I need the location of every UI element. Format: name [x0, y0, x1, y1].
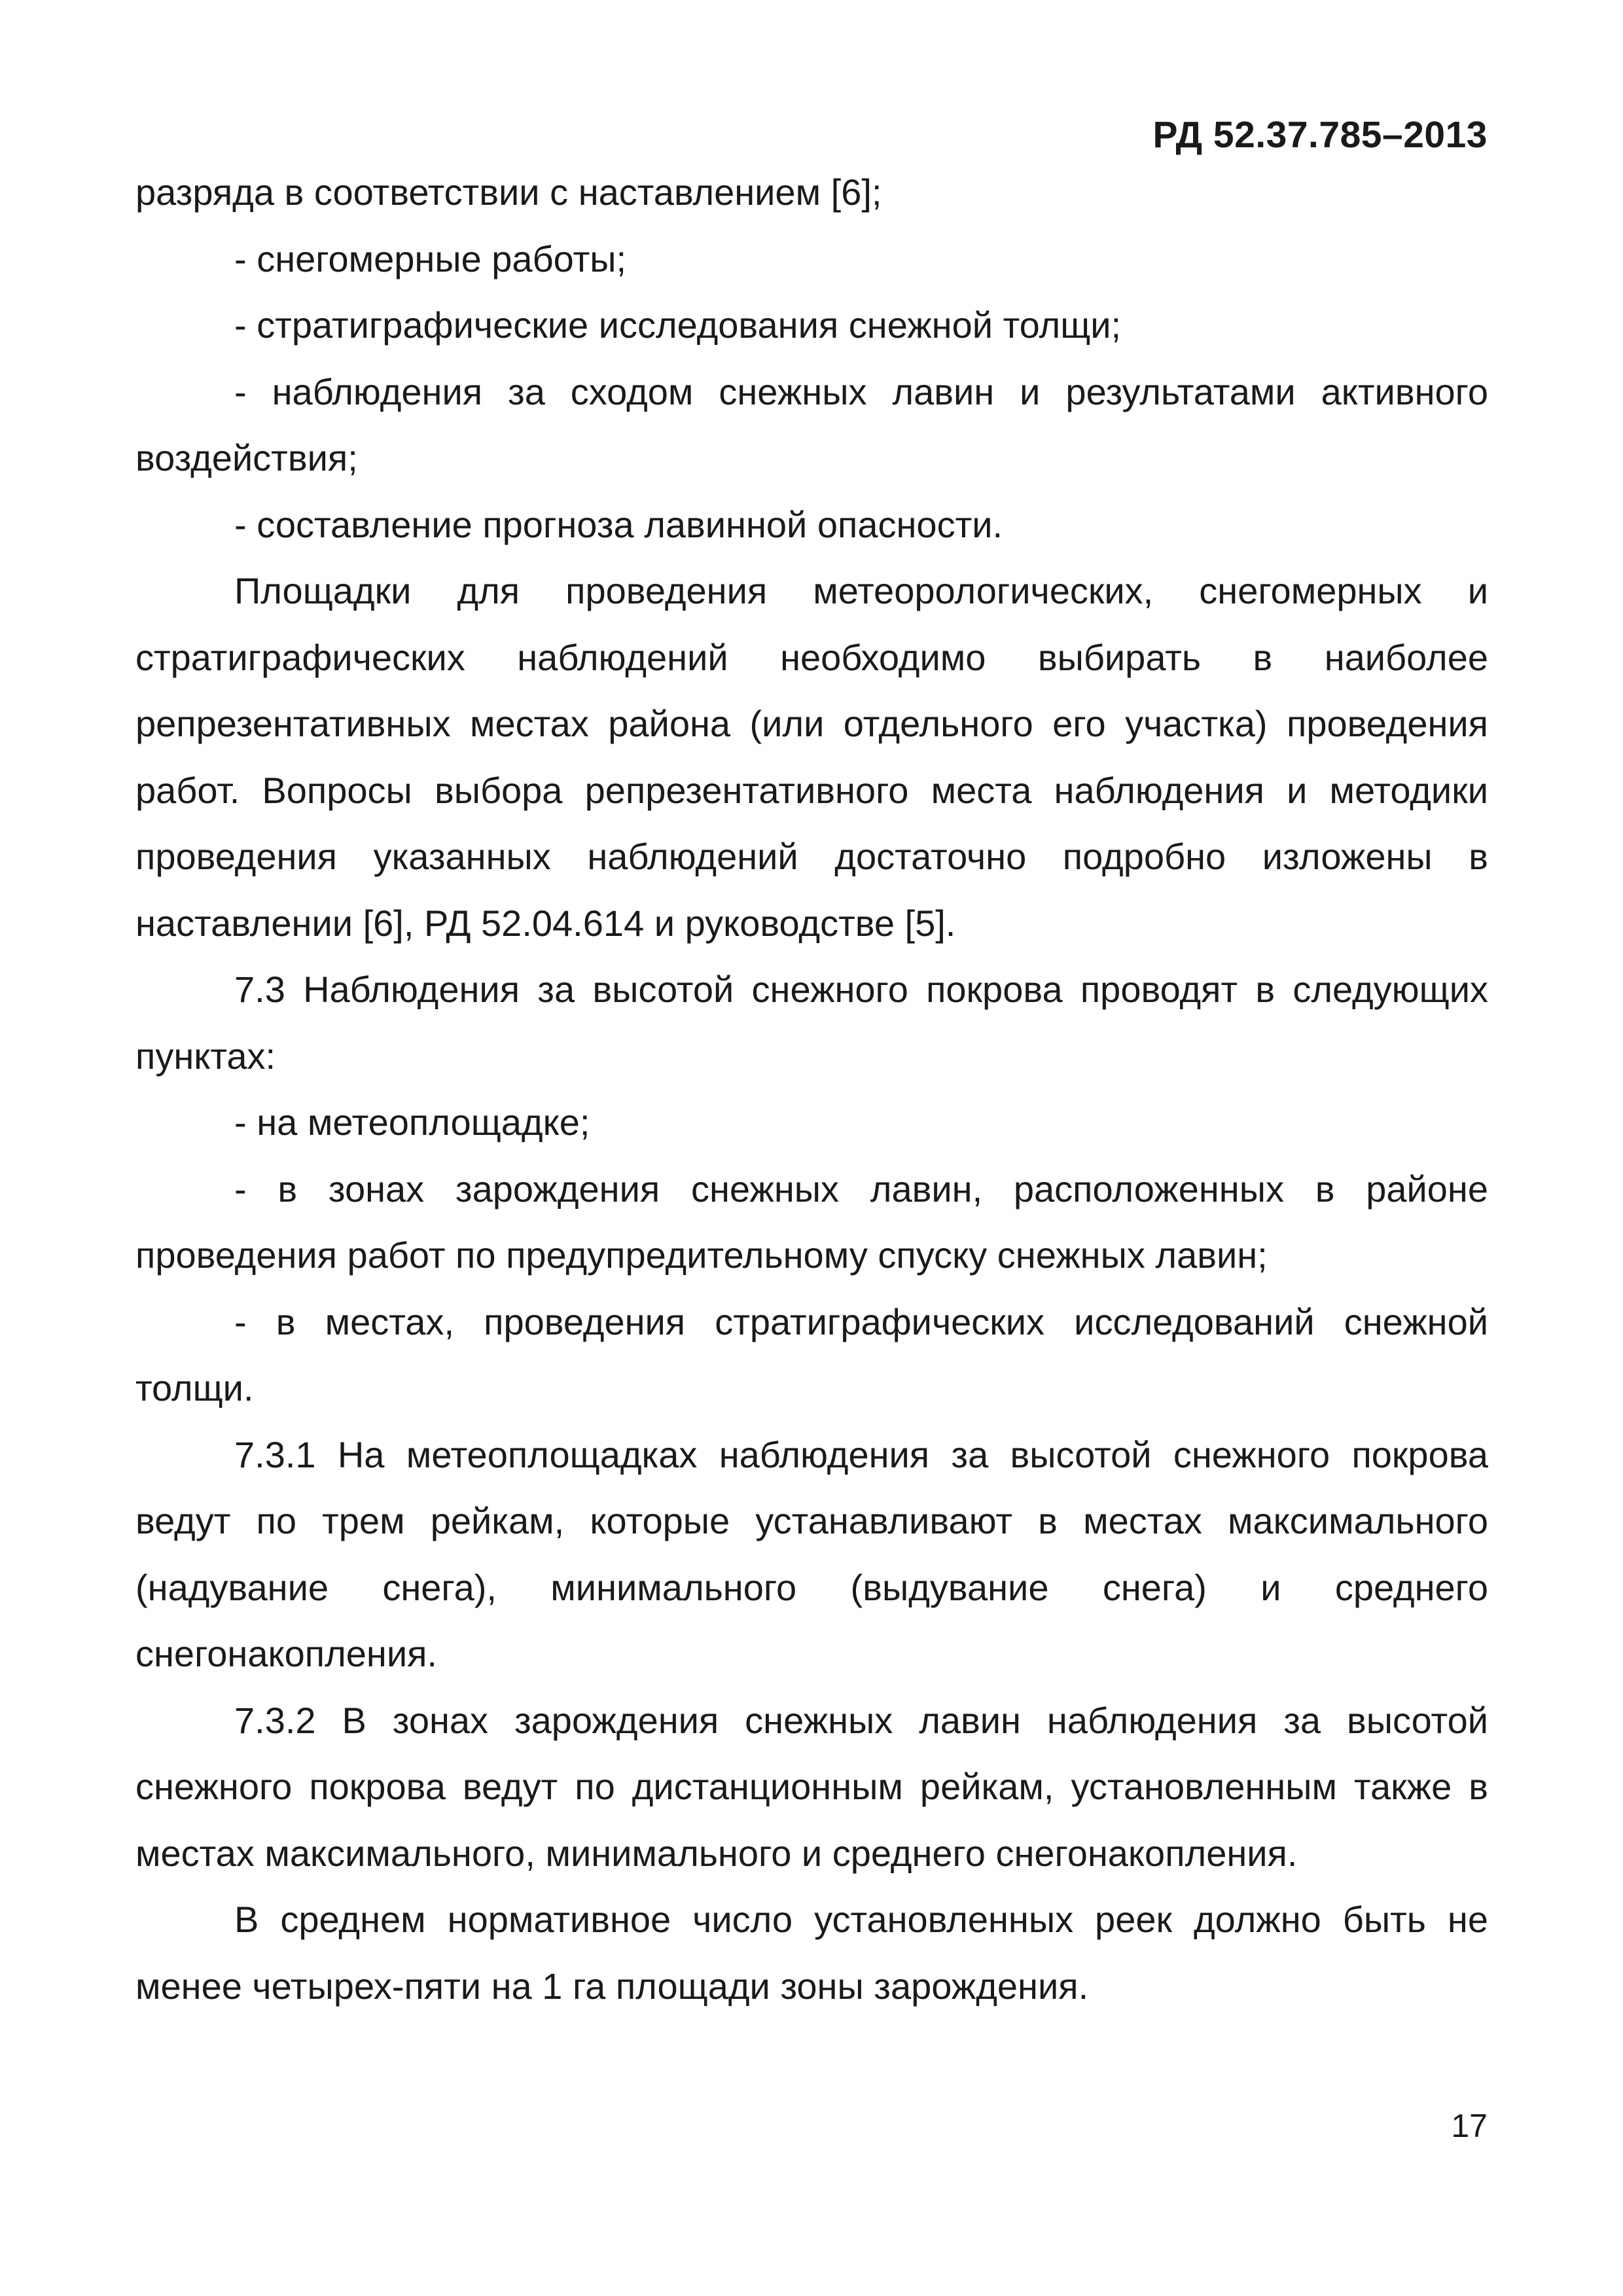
- document-body: [135, 159, 1488, 2019]
- list-item-snow-measurement: - снегомерные работы;: [234, 238, 627, 279]
- paragraph-staff-count: В среднем нормативное число установленных реек должно быть не менее четырех-пяти на 1 га площади зоны зарождения.: [135, 1899, 1488, 2007]
- list-item-avalanche-observation: - наблюдения за сходом снежных лавин и результатами активного воздействия;: [135, 370, 1488, 478]
- list-item-meteo-site: - на метеоплощадке;: [234, 1102, 590, 1143]
- list-item-stratigraphy: - стратиграфические исследования снежной толщи;: [234, 304, 1122, 346]
- paragraph-section-7-3-1: 7.3.1 На метеоплощадках наблюдения за высотой снежного покрова ведут по трем рейкам, которые устанавливают в местах максимального (надувание снега), минимального (выдувание снега) и среднего снегонакопления.: [135, 1433, 1488, 1674]
- list-item-forecast: - составление прогноза лавинной опасности.: [234, 503, 1003, 545]
- paragraph-continuation: разряда в соответствии с наставлением [6];: [135, 171, 882, 213]
- paragraph-section-7-3-2: 7.3.2 В зонах зарождения снежных лавин наблюдения за высотой снежного покрова ведут по дистанционным рейкам, установленным также в местах максимального, минимального и среднего снегонакопления.: [135, 1699, 1488, 1874]
- paragraph-section-7-3: 7.3 Наблюдения за высотой снежного покрова проводят в следующих пунктах:: [135, 969, 1488, 1077]
- document-code-header: РД 52.37.785–2013: [1152, 114, 1488, 156]
- list-item-stratigraphy-sites: - в местах, проведения стратиграфических исследований снежной толщи.: [135, 1300, 1488, 1408]
- paragraph-site-selection: Площадки для проведения метеорологических, снегомерных и стратиграфических наблюдений необходимо выбирать в наиболее репрезентативных местах района (или отдельного его участка) проведения работ. Вопросы выбора репрезентативного места наблюдения и методики проведения указанных наблюдений достаточно подробно изложены в наставлении [6], РД 52.04.614 и руководстве [5].: [135, 570, 1488, 944]
- page-number: 17: [1451, 2108, 1488, 2144]
- list-item-avalanche-zones: - в зонах зарождения снежных лавин, расположенных в районе проведения работ по предупредительному спуску снежных лавин;: [135, 1168, 1488, 1276]
